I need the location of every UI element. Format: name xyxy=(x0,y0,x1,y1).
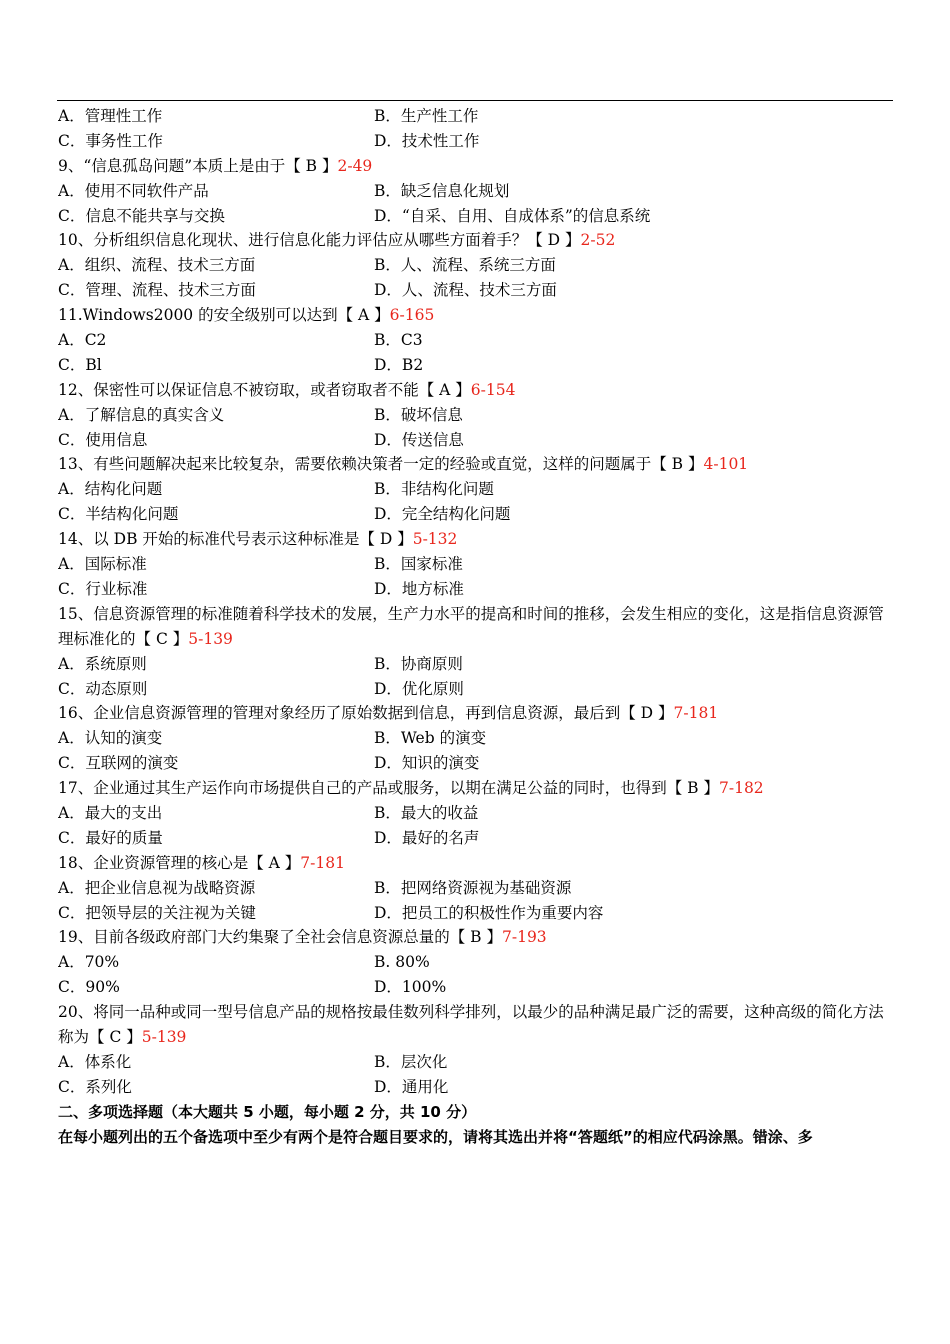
option: C．信息不能共享与交换 xyxy=(58,206,225,225)
option-row xyxy=(58,278,894,303)
option: C．使用信息 xyxy=(58,430,148,449)
option: C．系列化 xyxy=(58,1077,132,1096)
section-instructions: 在每小题列出的五个备选项中至少有两个是符合题目要求的，请将其选出并将“答题纸”的相应代码涂黑。错涂、多 xyxy=(58,1127,813,1146)
option-row xyxy=(58,502,894,527)
option: B．人、流程、系统三方面 xyxy=(374,256,556,275)
reference: 6-154 xyxy=(470,380,516,399)
option: A．最大的支出 xyxy=(58,803,163,822)
answer: 【 A 】 xyxy=(337,306,390,325)
option-row xyxy=(58,328,894,353)
answer: 【 C 】 xyxy=(135,629,189,648)
reference: 7-182 xyxy=(718,779,764,798)
exam-content xyxy=(58,104,894,1149)
answer: 【 A 】 xyxy=(248,853,301,872)
option: A．系统原则 xyxy=(58,654,147,673)
answer: 【 B 】 xyxy=(651,455,704,474)
reference: 5-139 xyxy=(141,1028,187,1046)
option: A．管理性工作 xyxy=(58,107,163,125)
option: B．破坏信息 xyxy=(374,405,463,424)
option: D．100% xyxy=(374,978,447,997)
option: B．协商原则 xyxy=(374,654,463,673)
option: A．了解信息的真实含义 xyxy=(58,405,225,424)
option: A．70% xyxy=(58,953,120,972)
reference: 5-139 xyxy=(188,629,233,648)
option: D．人、流程、技术三方面 xyxy=(374,281,557,300)
option: C．Bl xyxy=(58,355,102,374)
answer: 【 D 】 xyxy=(359,530,413,549)
option: C．互联网的演变 xyxy=(58,754,179,773)
option: D．“自采、自用、自成体系”的信息系统 xyxy=(374,206,651,225)
option: B．层次化 xyxy=(374,1052,448,1071)
option: C．行业标准 xyxy=(58,579,148,598)
answer: 【 D 】 xyxy=(527,231,581,250)
option: D．技术性工作 xyxy=(374,131,480,150)
option-row xyxy=(58,677,894,702)
option-row xyxy=(58,1050,894,1075)
option: D．完全结构化问题 xyxy=(374,505,511,524)
option-row xyxy=(58,129,894,154)
answer: 【 B 】 xyxy=(666,779,719,798)
option: A．国际标准 xyxy=(58,555,147,574)
option: A．结构化问题 xyxy=(58,480,163,499)
question-stem: 12、保密性可以保证信息不被窃取，或者窃取者不能【 A 】6-154 xyxy=(58,380,516,399)
reference: 7-193 xyxy=(501,928,547,947)
option-row xyxy=(58,652,894,677)
option: B．缺乏信息化规划 xyxy=(374,181,510,200)
option-row xyxy=(58,104,894,129)
reference: 5-132 xyxy=(412,530,458,549)
option: B. 80% xyxy=(374,953,430,972)
option: D．知识的演变 xyxy=(374,754,480,773)
option: D．最好的名声 xyxy=(374,828,480,847)
answer: 【 A 】 xyxy=(418,380,471,399)
option: C．最好的质量 xyxy=(58,828,163,847)
option: C．事务性工作 xyxy=(58,131,163,150)
option: C．把领导层的关注视为关键 xyxy=(58,903,256,922)
option: D．传送信息 xyxy=(374,430,464,449)
question-stem: 9、“信息孤岛问题”本质上是由于【 B 】2-49 xyxy=(58,156,373,175)
option-row xyxy=(58,801,894,826)
option: B．生产性工作 xyxy=(374,107,479,125)
reference: 6-165 xyxy=(389,306,435,325)
question-stem: 19、目前各级政府部门大约集聚了全社会信息资源总量的【 B 】7-193 xyxy=(58,928,547,947)
question-stem: 13、有些问题解决起来比较复杂，需要依赖决策者一定的经验或直觉，这样的问题属于【 B 】4-101 xyxy=(58,455,749,474)
question-stem: 11.Windows2000 的安全级别可以达到【 A 】6-165 xyxy=(58,306,435,325)
option-row xyxy=(58,975,894,1000)
section-title: 二、多项选择题（本大题共 5 小题，每小题 2 分，共 10 分） xyxy=(58,1102,477,1121)
header-rule xyxy=(57,100,893,101)
option: A．把企业信息视为战略资源 xyxy=(58,878,256,897)
question-stem: 20、将同一品种或同一型号信息产品的规格按最佳数列科学排列，以最少的品种满足最广泛的需要，这种高级的简化方法称为【 C 】5-139 xyxy=(58,1003,884,1046)
option: B．国家标准 xyxy=(374,555,463,574)
option: B．Web 的演变 xyxy=(374,729,487,748)
answer: 【 B 】 xyxy=(285,156,338,175)
option-row xyxy=(58,901,894,926)
option: D．通用化 xyxy=(374,1077,449,1096)
option: B．最大的收益 xyxy=(374,803,479,822)
option: A．组织、流程、技术三方面 xyxy=(58,256,256,275)
question-stem: 18、企业资源管理的核心是【 A 】7-181 xyxy=(58,853,345,872)
option: B．把网络资源视为基础资源 xyxy=(374,878,572,897)
question-stem: 16、企业信息资源管理的管理对象经历了原始数据到信息，再到信息资源，最后到【 D 】7-181 xyxy=(58,704,719,723)
option-row xyxy=(58,477,894,502)
option-row xyxy=(58,552,894,577)
option: A．C2 xyxy=(58,331,107,350)
option: D．地方标准 xyxy=(374,579,464,598)
option-row xyxy=(58,253,894,278)
question-stem: 17、企业通过其生产运作向市场提供自己的产品或服务，以期在满足公益的同时，也得到【 B 】7-182 xyxy=(58,779,764,798)
option: C．90% xyxy=(58,978,120,997)
option-row xyxy=(58,179,894,204)
option-row xyxy=(58,826,894,851)
option-row xyxy=(58,204,894,229)
option-row xyxy=(58,876,894,901)
option-row xyxy=(58,428,894,453)
reference: 2-52 xyxy=(580,231,616,250)
option-row xyxy=(58,726,894,751)
option-row xyxy=(58,1075,894,1100)
option: C．动态原则 xyxy=(58,679,148,698)
answer: 【 D 】 xyxy=(620,704,674,723)
option: D．优化原则 xyxy=(374,679,464,698)
reference: 2-49 xyxy=(337,156,373,175)
option-row xyxy=(58,353,894,378)
question-stem: 14、以 DB 开始的标准代号表示这种标准是【 D 】5-132 xyxy=(58,530,458,549)
option-row xyxy=(58,950,894,975)
question-stem: 10、分析组织信息化现状、进行信息化能力评估应从哪些方面着手？【 D 】2-52 xyxy=(58,231,616,250)
option: C．管理、流程、技术三方面 xyxy=(58,281,256,300)
option: D．B2 xyxy=(374,355,424,374)
option: B．非结构化问题 xyxy=(374,480,494,499)
answer: 【 B 】 xyxy=(449,928,502,947)
option: D．把员工的积极性作为重要内容 xyxy=(374,903,604,922)
answer: 【 C 】 xyxy=(89,1028,142,1046)
option: A．体系化 xyxy=(58,1052,132,1071)
option-row xyxy=(58,577,894,602)
reference: 7-181 xyxy=(673,704,719,723)
reference: 4-101 xyxy=(703,455,749,474)
option: A．使用不同软件产品 xyxy=(58,181,209,200)
option-row xyxy=(58,403,894,428)
option: B．C3 xyxy=(374,331,423,350)
option: C．半结构化问题 xyxy=(58,505,179,524)
reference: 7-181 xyxy=(300,853,345,872)
question-stem: 15、信息资源管理的标准随着科学技术的发展，生产力水平的提高和时间的推移，会发生相应的变化，这是指信息资源管理标准化的【 C 】5-139 xyxy=(58,604,884,648)
option-row xyxy=(58,751,894,776)
option: A．认知的演变 xyxy=(58,729,163,748)
